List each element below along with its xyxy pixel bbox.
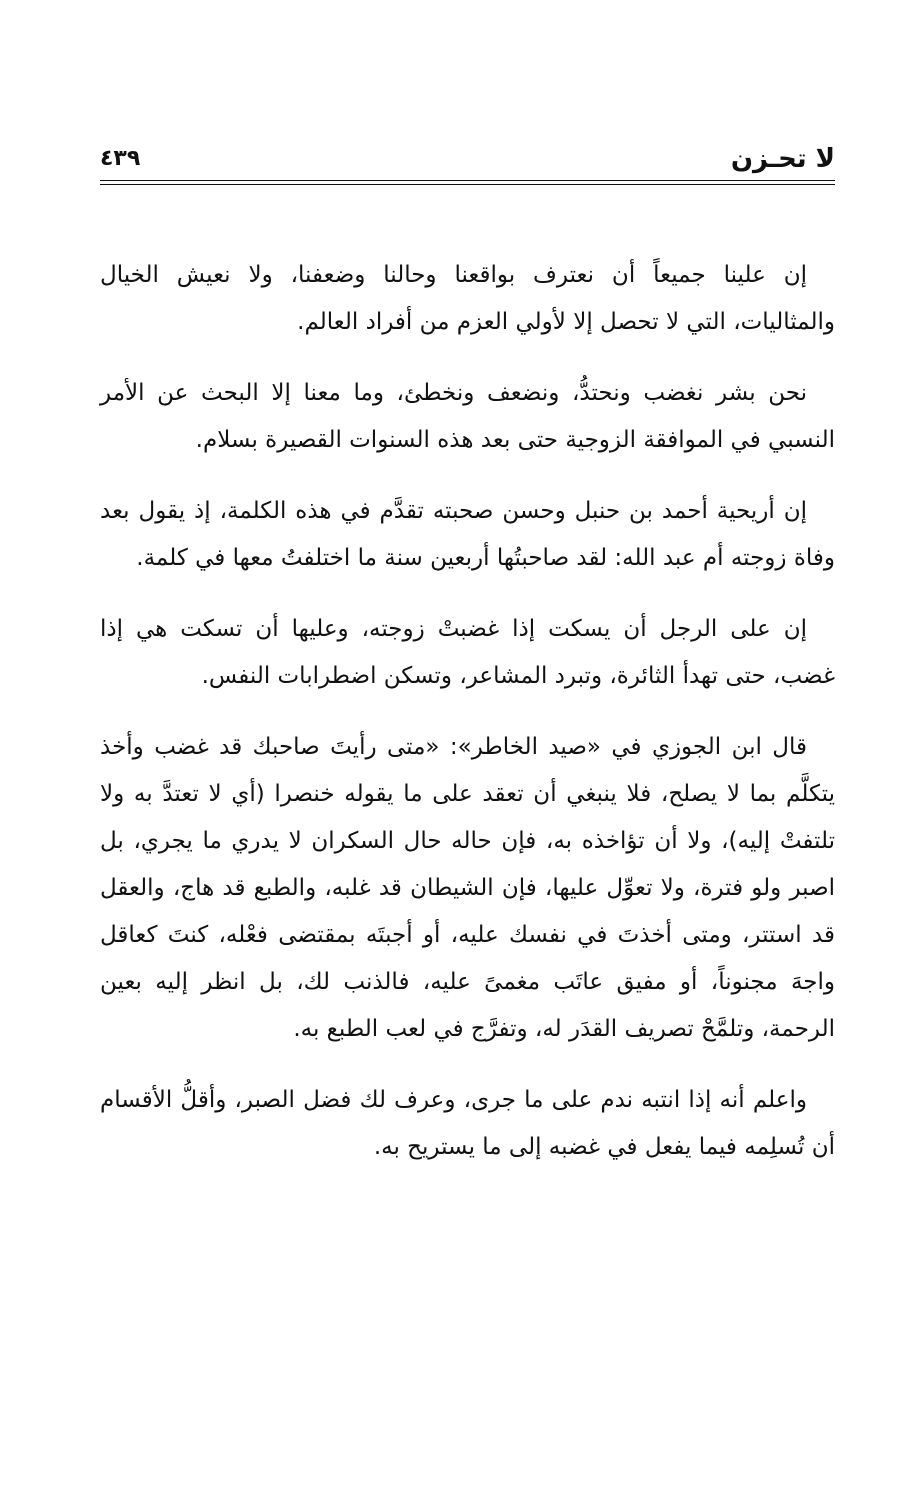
body-text <box>100 252 835 1171</box>
paragraph-3: إن أريحية أحمد بن حنبل وحسن صحبته تقدَّم في هذه الكلمة، إذ يقول بعد وفاة زوجته أم عبد الله: لقد صاحبتُها أربعين سنة ما اختلفتُ معها في كلمة. <box>100 498 835 571</box>
paragraph-6: واعلم أنه إذا انتبه ندم على ما جرى، وعرف لك فضل الصبر، وأقلُّ الأقسام أن تُسلِمه فيما يفعل في غضبه إلى ما يستريح به. <box>100 1087 835 1160</box>
running-header <box>100 140 835 178</box>
book-title: لا تحـزن <box>730 144 835 174</box>
paragraph-2: نحن بشر نغضب ونحتدُّ، ونضعف ونخطئ، وما معنا إلا البحث عن الأمر النسبي في الموافقة الزوجية حتى بعد هذه السنوات القصيرة بسلام. <box>100 380 835 453</box>
paragraph-4: إن على الرجل أن يسكت إذا غضبتْ زوجته، وعليها أن تسكت هي إذا غضب، حتى تهدأ الثائرة، وتبرد المشاعر، وتسكن اضطرابات النفس. <box>100 616 835 689</box>
page-number: ٤٣٩ <box>100 146 141 171</box>
paragraph-1: إن علينا جميعاً أن نعترف بواقعنا وحالنا وضعفنا، ولا نعيش الخيال والمثاليات، التي لا تحصل إلا لأولي العزم من أفراد العالم. <box>100 262 835 335</box>
header-rule <box>100 180 835 185</box>
paragraph-5: قال ابن الجوزي في «صيد الخاطر»: «متى رأيتَ صاحبك قد غضب وأخذ يتكلَّم بما لا يصلح، فلا ينبغي أن تعقد على ما يقوله خنصرا (أي لا تعتدَّ به ولا تلتفتْ إليه)، ولا أن تؤاخذه به، فإن حاله حال السكران لا يدري ما يجري، بل اصبر ولو فترة، ولا تعوِّل عليها، فإن الشيطان قد غلبه، والطبع قد هاج، والعقل قد استتر، ومتى أخذتَ في نفسك عليه، أو أجبتَه بمقتضى فعْله، كنتَ كعاقل واجهَ مجنوناً، أو مفيق عاتَب مغمىً عليه، فالذنب لك، بل انظر إليه بعين الرحمة، وتلمَّحْ تصريف القدَر له، وتفرَّج في لعب الطبع به. <box>100 734 835 1042</box>
